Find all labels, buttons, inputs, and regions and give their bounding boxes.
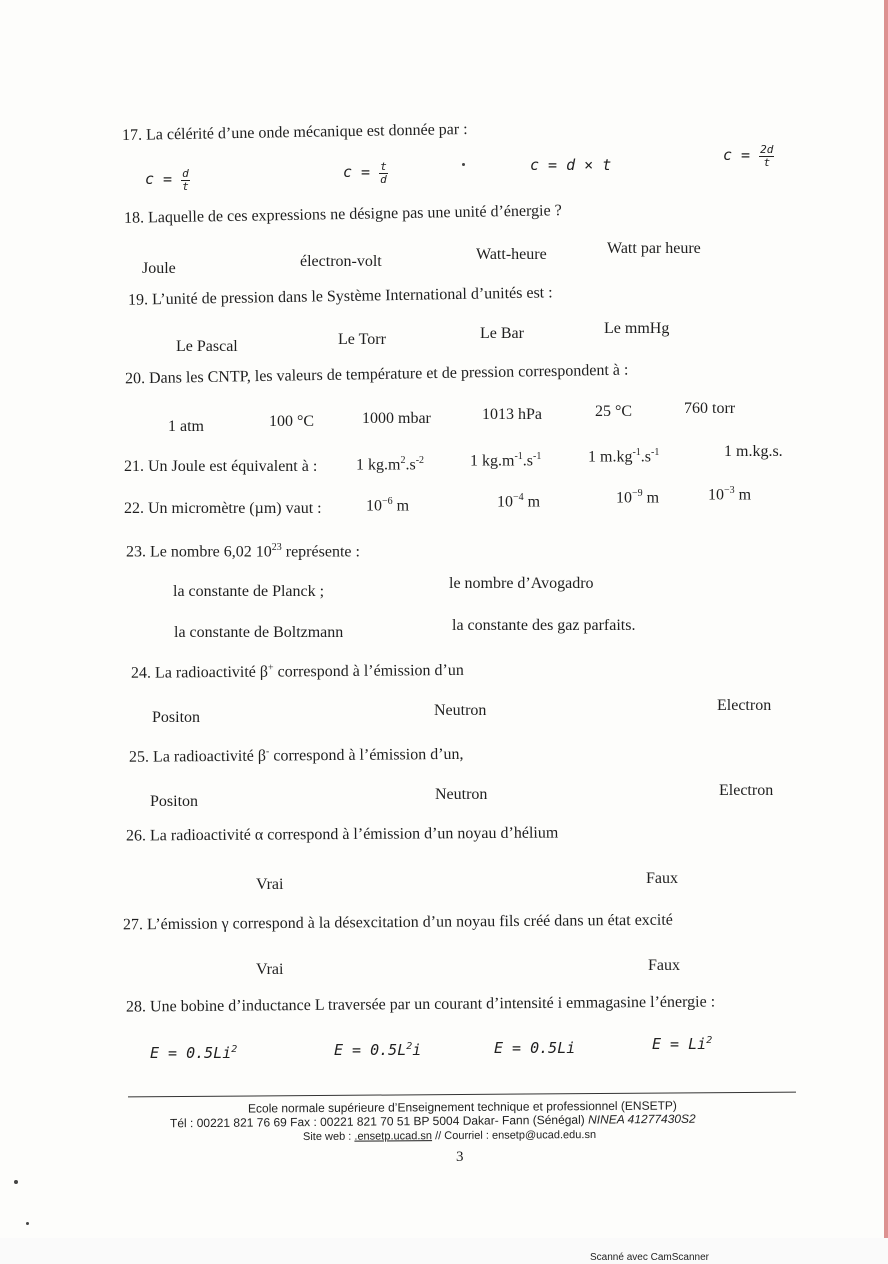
question-18: 18. Laquelle de ces expressions ne désigne pas une unité d’énergie ? xyxy=(123,202,562,227)
q19-option-b: Le Torr xyxy=(338,331,386,348)
question-25: 25. La radioactivité β- correspond à l’émission d’un, xyxy=(128,745,464,766)
question-21: 21. Un Joule est équivalent à : xyxy=(124,458,318,475)
footer-web: Site web : .ensetp.ucad.sn // Courriel : ensetp@ucad.edu.sn xyxy=(302,1128,597,1144)
q20-option-d: 1013 hPa xyxy=(482,406,542,423)
q17-option-c: c = d × t xyxy=(530,156,612,174)
q19-option-a: Le Pascal xyxy=(176,338,238,355)
q22-option-c: $10^{-9}$ m xyxy=(616,488,660,507)
footer-rule xyxy=(128,1092,796,1098)
question-19: 19. L’unité de pression dans le Système International d’unités est : xyxy=(127,284,553,309)
q19-option-c: Le Bar xyxy=(480,325,524,342)
q21-option-c: 1 $m.kg^{-1}.s^{-1}$ xyxy=(588,447,660,466)
question-17: 17. La célérité d’une onde mécanique est donnée par : xyxy=(121,120,468,145)
page-edge-shadow xyxy=(884,0,888,1240)
q25-option-b: Neutron xyxy=(435,786,488,803)
q21-option-b: 1 $kg.m^{-1}.s^{-1}$ xyxy=(470,451,542,470)
q22-option-b: $10^{-4}$ m xyxy=(497,492,541,511)
q23-option-c: la constante de Boltzmann xyxy=(174,624,344,641)
q18-option-b: électron-volt xyxy=(300,253,382,270)
q17-option-a: c = $\frac{d}{t}$ xyxy=(145,167,189,193)
q22-option-d: $10^{-3}$ m xyxy=(708,485,752,504)
question-27: 27. L’émission γ correspond à la désexcitation d’un noyau fils créé dans un état excité xyxy=(122,911,673,934)
q23-option-d: la constante des gaz parfaits. xyxy=(452,617,636,634)
q19-option-d: Le mmHg xyxy=(604,320,670,337)
scanner-watermark: Scanné avec CamScanner xyxy=(590,1252,709,1263)
q23-option-b: le nombre d’Avogadro xyxy=(449,575,594,592)
q18-option-a: Joule xyxy=(142,260,176,277)
footer-school-name: Ecole normale supérieure d’Enseignement technique et professionnel (ENSETP) xyxy=(247,1098,677,1116)
question-28: 28. Une bobine d’inductance L traversée par un courant d’intensité i emmagasine l’énergie : xyxy=(125,993,716,1016)
q20-option-f: 760 torr xyxy=(684,400,736,417)
q20-option-c: 1000 mbar xyxy=(362,410,431,427)
q25-option-c: Electron xyxy=(719,782,774,799)
q26-option-b: Faux xyxy=(646,870,678,887)
scan-speck xyxy=(26,1222,29,1225)
q28-option-b: $E = 0.5L^2i$ xyxy=(334,1041,422,1059)
page-number: 3 xyxy=(456,1149,464,1165)
scan-bottom-band xyxy=(0,1238,888,1264)
q24-option-b: Neutron xyxy=(434,702,487,719)
footer-website-link[interactable]: .ensetp.ucad.sn xyxy=(354,1130,433,1143)
scan-speck xyxy=(14,1180,18,1184)
q18-option-d: Watt par heure xyxy=(607,240,701,257)
q20-option-a: 1 atm xyxy=(168,418,204,435)
q27-option-a: Vrai xyxy=(256,961,284,978)
footer-contact: Tél : 00221 821 76 69 Fax : 00221 821 70 51 BP 5004 Dakar- Fann (Sénégal) NINEA 41277430S2 xyxy=(169,1111,696,1131)
question-22: 22. Un micromètre (µm) vaut : xyxy=(124,500,322,517)
question-20: 20. Dans les CNTP, les valeurs de température et de pression correspondent à : xyxy=(124,361,629,388)
q26-option-a: Vrai xyxy=(256,876,284,893)
q21-option-d: 1 m.kg.s. xyxy=(724,443,783,460)
q25-option-a: Positon xyxy=(150,793,199,810)
q22-option-a: $10^{-6}$ m xyxy=(366,496,410,515)
q20-option-e: 25 °C xyxy=(595,403,633,420)
q21-option-a: 1 $kg.m^2.s^{-2}$ xyxy=(356,455,425,474)
q23-option-a: la constante de Planck ; xyxy=(173,583,325,600)
scan-speck xyxy=(462,163,465,166)
q24-option-c: Electron xyxy=(717,697,772,714)
question-26: 26. La radioactivité α correspond à l’émission d’un noyau d’hélium xyxy=(125,824,559,845)
question-24: 24. La radioactivité β+ correspond à l’émission d’un xyxy=(130,661,464,682)
q20-option-b: 100 °C xyxy=(269,413,315,430)
q17-option-d: c = $\frac{2d}{t}$ xyxy=(723,143,774,169)
q18-option-c: Watt-heure xyxy=(476,246,547,263)
q28-option-c: E = 0.5Li xyxy=(494,1039,576,1057)
question-23: 23. Le nombre 6,02 $10^{23}$ représente : xyxy=(126,542,360,561)
q27-option-b: Faux xyxy=(648,957,680,974)
q28-option-a: $E = 0.5Li^2$ xyxy=(150,1044,238,1062)
q28-option-d: $E = Li^2$ xyxy=(652,1035,713,1053)
q24-option-a: Positon xyxy=(152,709,201,726)
q17-option-b: c = $\frac{t}{d}$ xyxy=(343,160,387,186)
